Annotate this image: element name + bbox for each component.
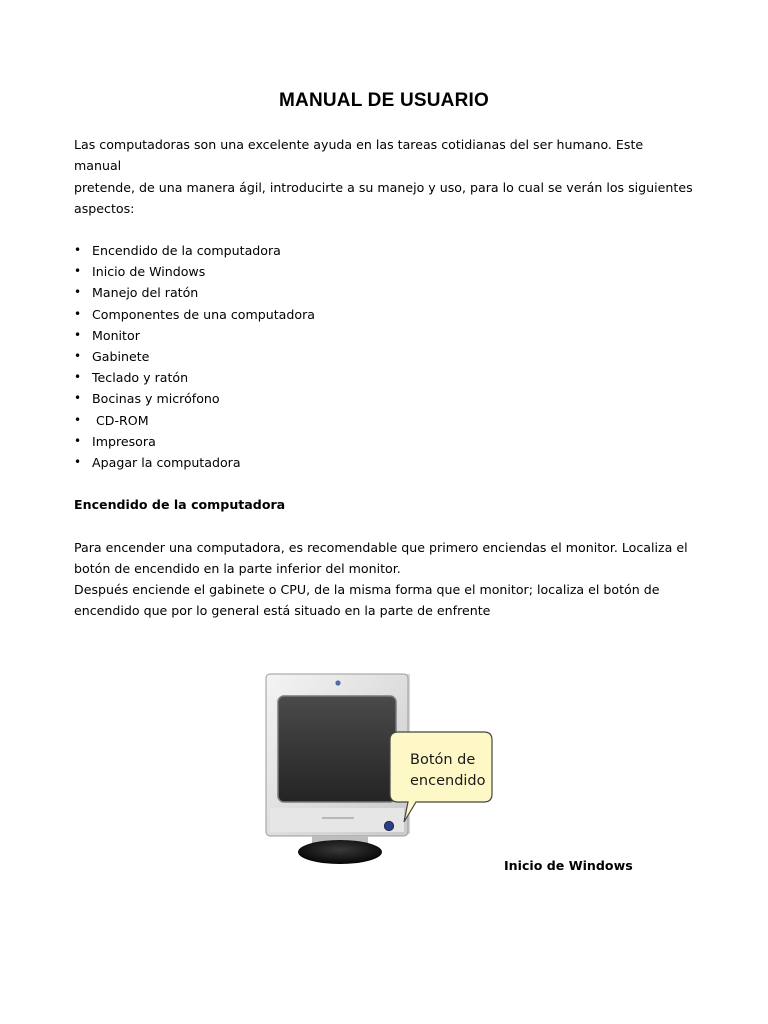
brand-logo-icon — [335, 680, 340, 685]
paragraph — [74, 579, 694, 622]
bullet-icon: • — [74, 454, 82, 469]
intro-paragraph — [74, 134, 694, 219]
list-item-label: CD-ROM — [92, 412, 149, 428]
list-item-label: Teclado y ratón — [92, 370, 189, 386]
list-item — [74, 261, 315, 282]
topics-list — [74, 240, 315, 473]
paragraph-line: encendido que por lo general está situado en la parte de enfrente — [74, 603, 491, 619]
list-item — [74, 282, 315, 303]
list-item — [74, 452, 315, 473]
list-item — [74, 240, 315, 261]
callout-label: encendido — [410, 773, 486, 789]
section-heading: Encendido de la computadora — [74, 497, 286, 512]
list-item — [74, 346, 315, 367]
page-title: MANUAL DE USUARIO — [279, 90, 489, 111]
bullet-icon: • — [74, 306, 82, 321]
paragraph-line: Después enciende el gabinete o CPU, de la misma forma que el monitor; localiza el botón de — [74, 582, 660, 597]
list-item — [74, 388, 315, 409]
intro-line: Las computadoras son una excelente ayuda en las tareas cotidianas del ser humano. Este manual — [74, 137, 644, 174]
list-item-label: Monitor — [92, 327, 140, 343]
bullet-icon: • — [74, 412, 82, 427]
paragraph-line: Para encender una computadora, es recomendable que primero enciendas el monitor. Localiza el — [74, 540, 688, 555]
bullet-icon: • — [74, 348, 82, 363]
list-item-label: Componentes de una computadora — [92, 306, 315, 322]
list-item — [74, 367, 315, 388]
bullet-icon: • — [74, 370, 82, 385]
next-section-heading: Inicio de Windows — [504, 858, 633, 873]
list-item-label: Bocinas y micrófono — [92, 391, 220, 407]
monitor-illustration — [262, 668, 502, 874]
intro-line: pretende, de una manera ágil, introducirte a su manejo y uso, para lo cual se verán los siguientes — [74, 179, 693, 195]
list-item — [74, 410, 315, 431]
list-item — [74, 325, 315, 346]
list-item-label: Impresora — [92, 433, 156, 449]
paragraph — [74, 537, 694, 580]
paragraph-line: botón de encendido en la parte inferior del monitor. — [74, 561, 401, 577]
monitor-base — [298, 840, 382, 864]
bullet-icon: • — [74, 327, 82, 342]
callout-label: Botón de — [410, 752, 476, 768]
list-item-label: Gabinete — [92, 348, 150, 364]
monitor-control-panel — [270, 808, 404, 832]
power-button-icon — [384, 821, 393, 830]
list-item — [74, 431, 315, 452]
bullet-icon: • — [74, 243, 82, 257]
list-item-label: Manejo del ratón — [92, 285, 199, 301]
list-item-label: Inicio de Windows — [92, 264, 206, 280]
bullet-icon: • — [74, 433, 82, 448]
list-item-label: Encendido de la computadora — [92, 243, 281, 258]
bullet-icon: • — [74, 391, 82, 406]
list-item-label: Apagar la computadora — [92, 454, 241, 470]
bullet-icon: • — [74, 264, 82, 279]
bullet-icon: • — [74, 285, 82, 300]
monitor-screen — [278, 696, 396, 802]
list-item — [74, 304, 315, 325]
intro-line: aspectos: — [74, 200, 135, 216]
